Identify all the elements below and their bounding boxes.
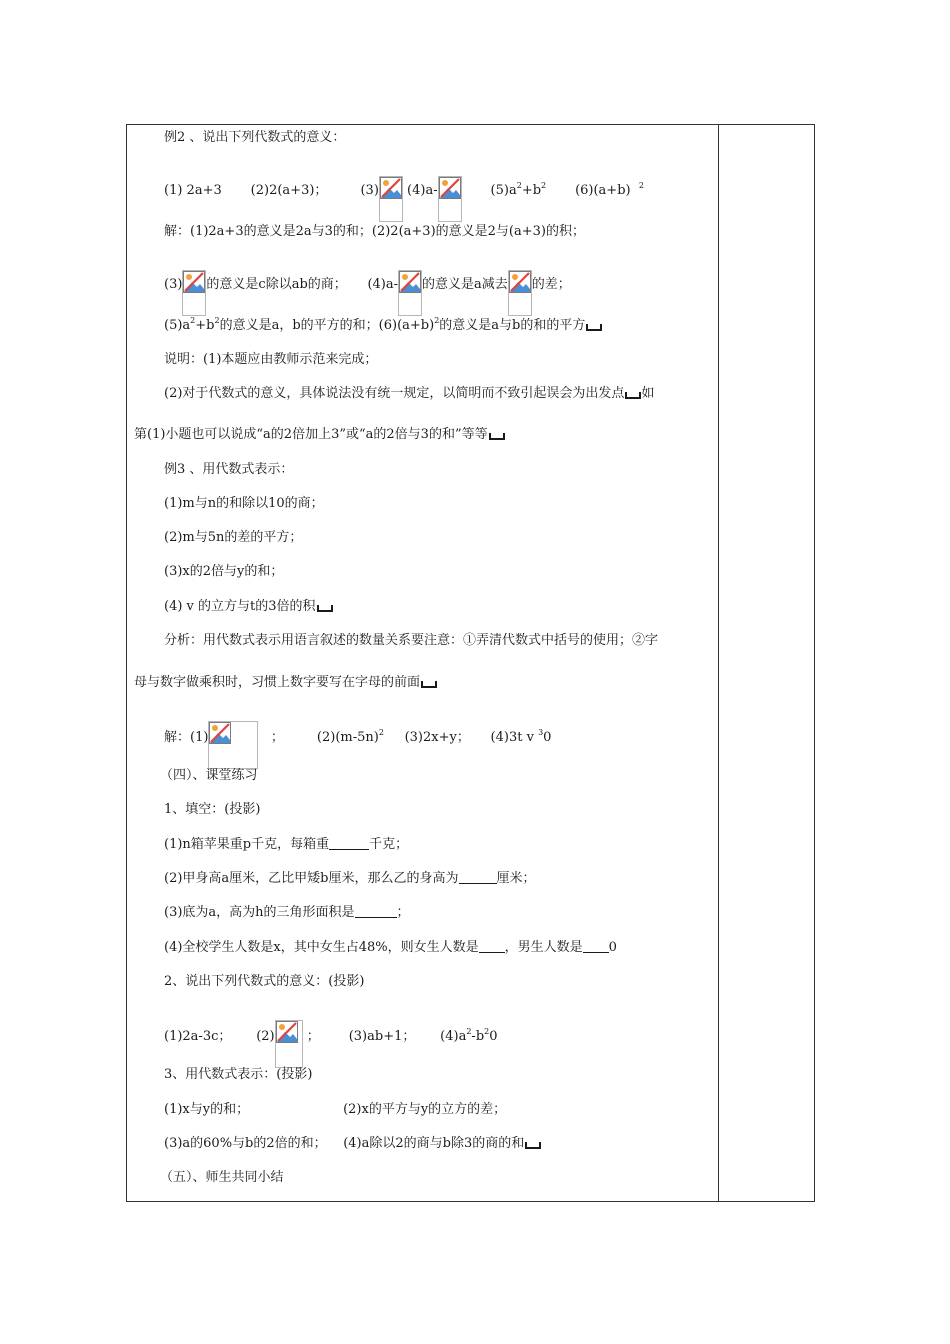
answer-blank: [583, 952, 609, 953]
section-4-heading: （四）、课堂练习: [160, 768, 258, 783]
answer-blank: [329, 849, 369, 850]
fraction-image-placeholder: [275, 1020, 303, 1068]
practice-3-title: 3、用代数式表示：(投影): [164, 1067, 313, 1082]
broken-image-icon: [183, 271, 205, 293]
fraction-image-placeholder: [182, 270, 206, 316]
answer-blank: [479, 952, 505, 953]
example-2-answer-3: $(5)a^2+b^2$的意义是a，b的平方的和；$(6)(a+b)^2$的意义是a与b的和的平方: [164, 317, 602, 335]
example-3-item-4: (4) v 的立方与t的3倍的积: [164, 598, 333, 616]
practice-1-item-2: (2)甲身高a厘米，乙比甲矮b厘米，那么乙的身高为 厘米；: [164, 871, 536, 886]
note-1: 说明：(1)本题应由教师示范来完成；: [164, 352, 378, 367]
fraction-image-placeholder: [398, 270, 422, 316]
practice-2-items: (1)2a-3c； (2) ； (3)ab+1； $(4)a^2-b^20$: [164, 1020, 498, 1068]
section-5-heading: （五）、师生共同小结: [160, 1170, 284, 1185]
broken-image-icon: [439, 177, 461, 199]
example-3-item-1: (1)m与n的和除以10的商；: [164, 496, 324, 511]
analysis-line-2: 母与数字做乘积时，习惯上数字要写在字母的前面: [134, 674, 437, 692]
fraction-image-placeholder: [438, 176, 462, 222]
note-2: (2)对于代数式的意义，具体说法没有统一规定，以简明而不致引起误会为出发点 如: [164, 386, 655, 401]
period-mark: [489, 433, 505, 440]
practice-1-item-4: (4)全校学生人数是x，其中女生占48%，则女生人数是 ，男生人数是 0: [164, 940, 617, 955]
broken-image-icon: [399, 271, 421, 293]
answer-blank: [459, 883, 497, 884]
practice-1-item-3: (3)底为a，高为h的三角形面积是 ；: [164, 905, 410, 920]
example-3-item-2: (2)m与5n的差的平方；: [164, 530, 303, 545]
fraction-image-placeholder: [508, 270, 532, 316]
period-mark: [525, 1142, 541, 1149]
practice-1-item-1: (1)n箱苹果重p千克，每箱重 千克；: [164, 837, 409, 852]
practice-3-row-1: (1)x与y的和； (2)x的平方与y的立方的差；: [164, 1102, 507, 1117]
practice-1-title: 1、填空：(投影): [164, 802, 261, 817]
example-3-title: 例3 、用代数式表示：: [164, 462, 294, 477]
period-mark: [317, 605, 333, 612]
example-2-answer-1: 解：(1)2a+3的意义是2a与3的和；(2)2(a+3)的意义是2与(a+3)的积；: [164, 224, 585, 239]
period-mark: [625, 392, 641, 399]
example-3-solution: 解：(1) ； $(2)(m-5n)^2$ (3)2x+y； (4)3t v $^3$0: [164, 721, 551, 769]
period-mark: [586, 324, 602, 331]
broken-image-icon: [380, 177, 402, 199]
answer-blank: [355, 917, 397, 918]
example-3-item-3: (3)x的2倍与y的和；: [164, 564, 284, 579]
fraction-image-placeholder: [208, 721, 258, 769]
table-column-divider: [718, 124, 719, 1202]
broken-image-icon: [276, 1021, 298, 1043]
period-mark: [421, 681, 437, 688]
note-3: 第(1)小题也可以说成“a的2倍加上3”或“a的2倍与3的和”等等: [134, 426, 505, 444]
practice-3-row-2: (3)a的60%与b的2倍的和； (4)a除以2的商与b除3的商的和: [164, 1135, 541, 1153]
fraction-image-placeholder: [379, 176, 403, 222]
practice-2-title: 2、说出下列代数式的意义：(投影): [164, 974, 365, 989]
analysis-line-1: 分析：用代数式表示用语言叙述的数量关系要注意：①弄清代数式中括号的使用；②字: [164, 633, 659, 648]
broken-image-icon: [509, 271, 531, 293]
example-2-answer-2: (3) 的意义是c除以ab的商； (4)a- 的意义是a减去 的差；: [164, 270, 571, 316]
broken-image-icon: [209, 722, 231, 744]
example-2-title: 例2 、说出下列代数式的意义：: [164, 130, 346, 145]
example-2-items: (1) 2a+3 (2)2(a+3)； (3) (4)a- $(5)a^2+b^2$ (6)(a+b) $^2$: [164, 176, 644, 222]
